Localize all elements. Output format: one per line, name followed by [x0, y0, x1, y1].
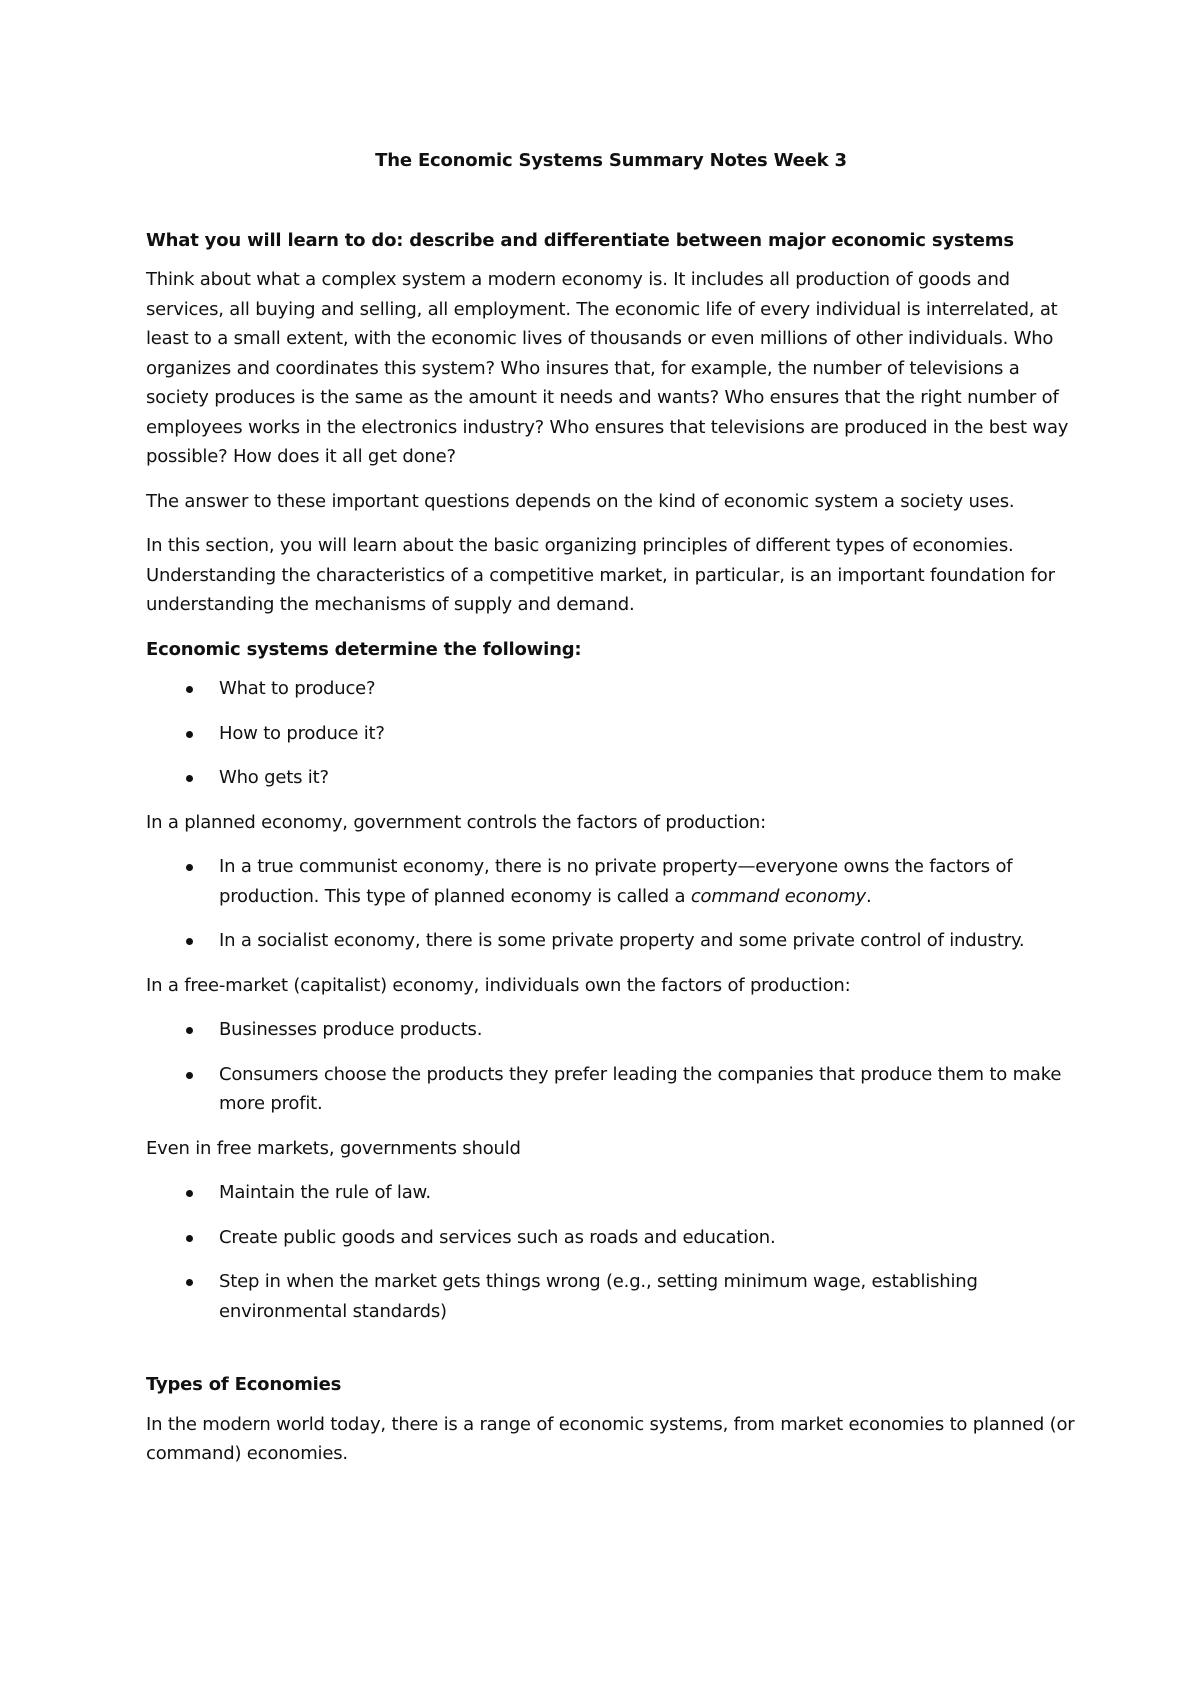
list-item-text: Businesses produce products.: [219, 1019, 483, 1040]
government-list: [146, 1178, 1076, 1326]
list-item: [146, 852, 1076, 911]
bullet-icon: [186, 1072, 193, 1079]
types-paragraph: In the modern world today, there is a range of economic systems, from market economies to planned (or command) economies.: [146, 1413, 1075, 1464]
list-item-end: .: [865, 885, 872, 907]
bullet-icon: [186, 1027, 193, 1034]
list-item: [146, 1223, 1076, 1253]
list-item-text: In a true communist economy, there is no private property—everyone owns the factors of production. This type of planned economy is called a: [219, 856, 1013, 907]
determine-heading: Economic systems determine the following:: [146, 638, 582, 660]
bullet-icon: [186, 938, 193, 945]
section-paragraph: In this section, you will learn about the basic organizing principles of different types of economies. Understanding the characteristics of a competitive market, in particular, is an important foundation for understanding the mechanisms of supply and demand.: [146, 535, 1055, 615]
determine-list: [146, 674, 1076, 793]
bullet-icon: [186, 731, 193, 738]
list-item-text: Maintain the rule of law.: [219, 1182, 431, 1203]
list-item-text: Who gets it?: [219, 767, 329, 788]
planned-intro: In a planned economy, government controls the factors of production:: [146, 811, 766, 833]
document-body: [146, 146, 1076, 1484]
list-item-text: Consumers choose the products they prefer leading the companies that produce them to make more profit.: [219, 1063, 1062, 1114]
list-item: [146, 1015, 1076, 1045]
bullet-icon: [186, 864, 193, 871]
bullet-icon: [186, 1235, 193, 1242]
list-item: [146, 763, 1076, 793]
bullet-icon: [186, 775, 193, 782]
free-market-intro: In a free-market (capitalist) economy, individuals own the factors of production:: [146, 974, 851, 996]
list-item-text: How to produce it?: [219, 722, 385, 744]
list-item: [146, 1060, 1076, 1119]
list-item-text: What to produce?: [219, 678, 376, 699]
bullet-icon: [186, 1279, 193, 1286]
bullet-icon: [186, 686, 193, 693]
list-item: [146, 926, 1076, 956]
planned-list: [146, 852, 1076, 956]
command-economy-term: command economy: [690, 885, 866, 907]
list-item: [146, 1178, 1076, 1208]
list-item: [146, 719, 1076, 749]
list-item-text: In a socialist economy, there is some private property and some private control of industry.: [219, 930, 1025, 951]
list-item-text: Create public goods and services such as roads and education.: [219, 1226, 776, 1248]
document-title: The Economic Systems Summary Notes Week 3: [375, 150, 847, 171]
free-market-list: [146, 1015, 1076, 1119]
list-item: [146, 1267, 1076, 1326]
types-heading: Types of Economies: [146, 1374, 342, 1395]
list-item-text: Step in when the market gets things wrong (e.g., setting minimum wage, establishing environmental standards): [219, 1271, 978, 1322]
government-intro: Even in free markets, governments should: [146, 1137, 521, 1159]
answer-paragraph: The answer to these important questions depends on the kind of economic system a society uses.: [146, 490, 1015, 512]
list-item: [146, 674, 1076, 704]
bullet-icon: [186, 1190, 193, 1197]
intro-paragraph: Think about what a complex system a modern economy is. It includes all production of goods and services, all buying and selling, all employment. The economic life of every individual is interrelated, at least to a small extent, with the economic lives of thousands or even millions of other individuals. Who organizes and coordinates this system? Who insures that, for example, the number of televisions a society produces is the same as the amount it needs and wants? Who ensures that the right number of employees works in the electronics industry? Who ensures that televisions are produced in the best way possible? How does it all get done?: [146, 269, 1069, 467]
learn-heading: What you will learn to do: describe and differentiate between major economic systems: [146, 229, 1014, 251]
